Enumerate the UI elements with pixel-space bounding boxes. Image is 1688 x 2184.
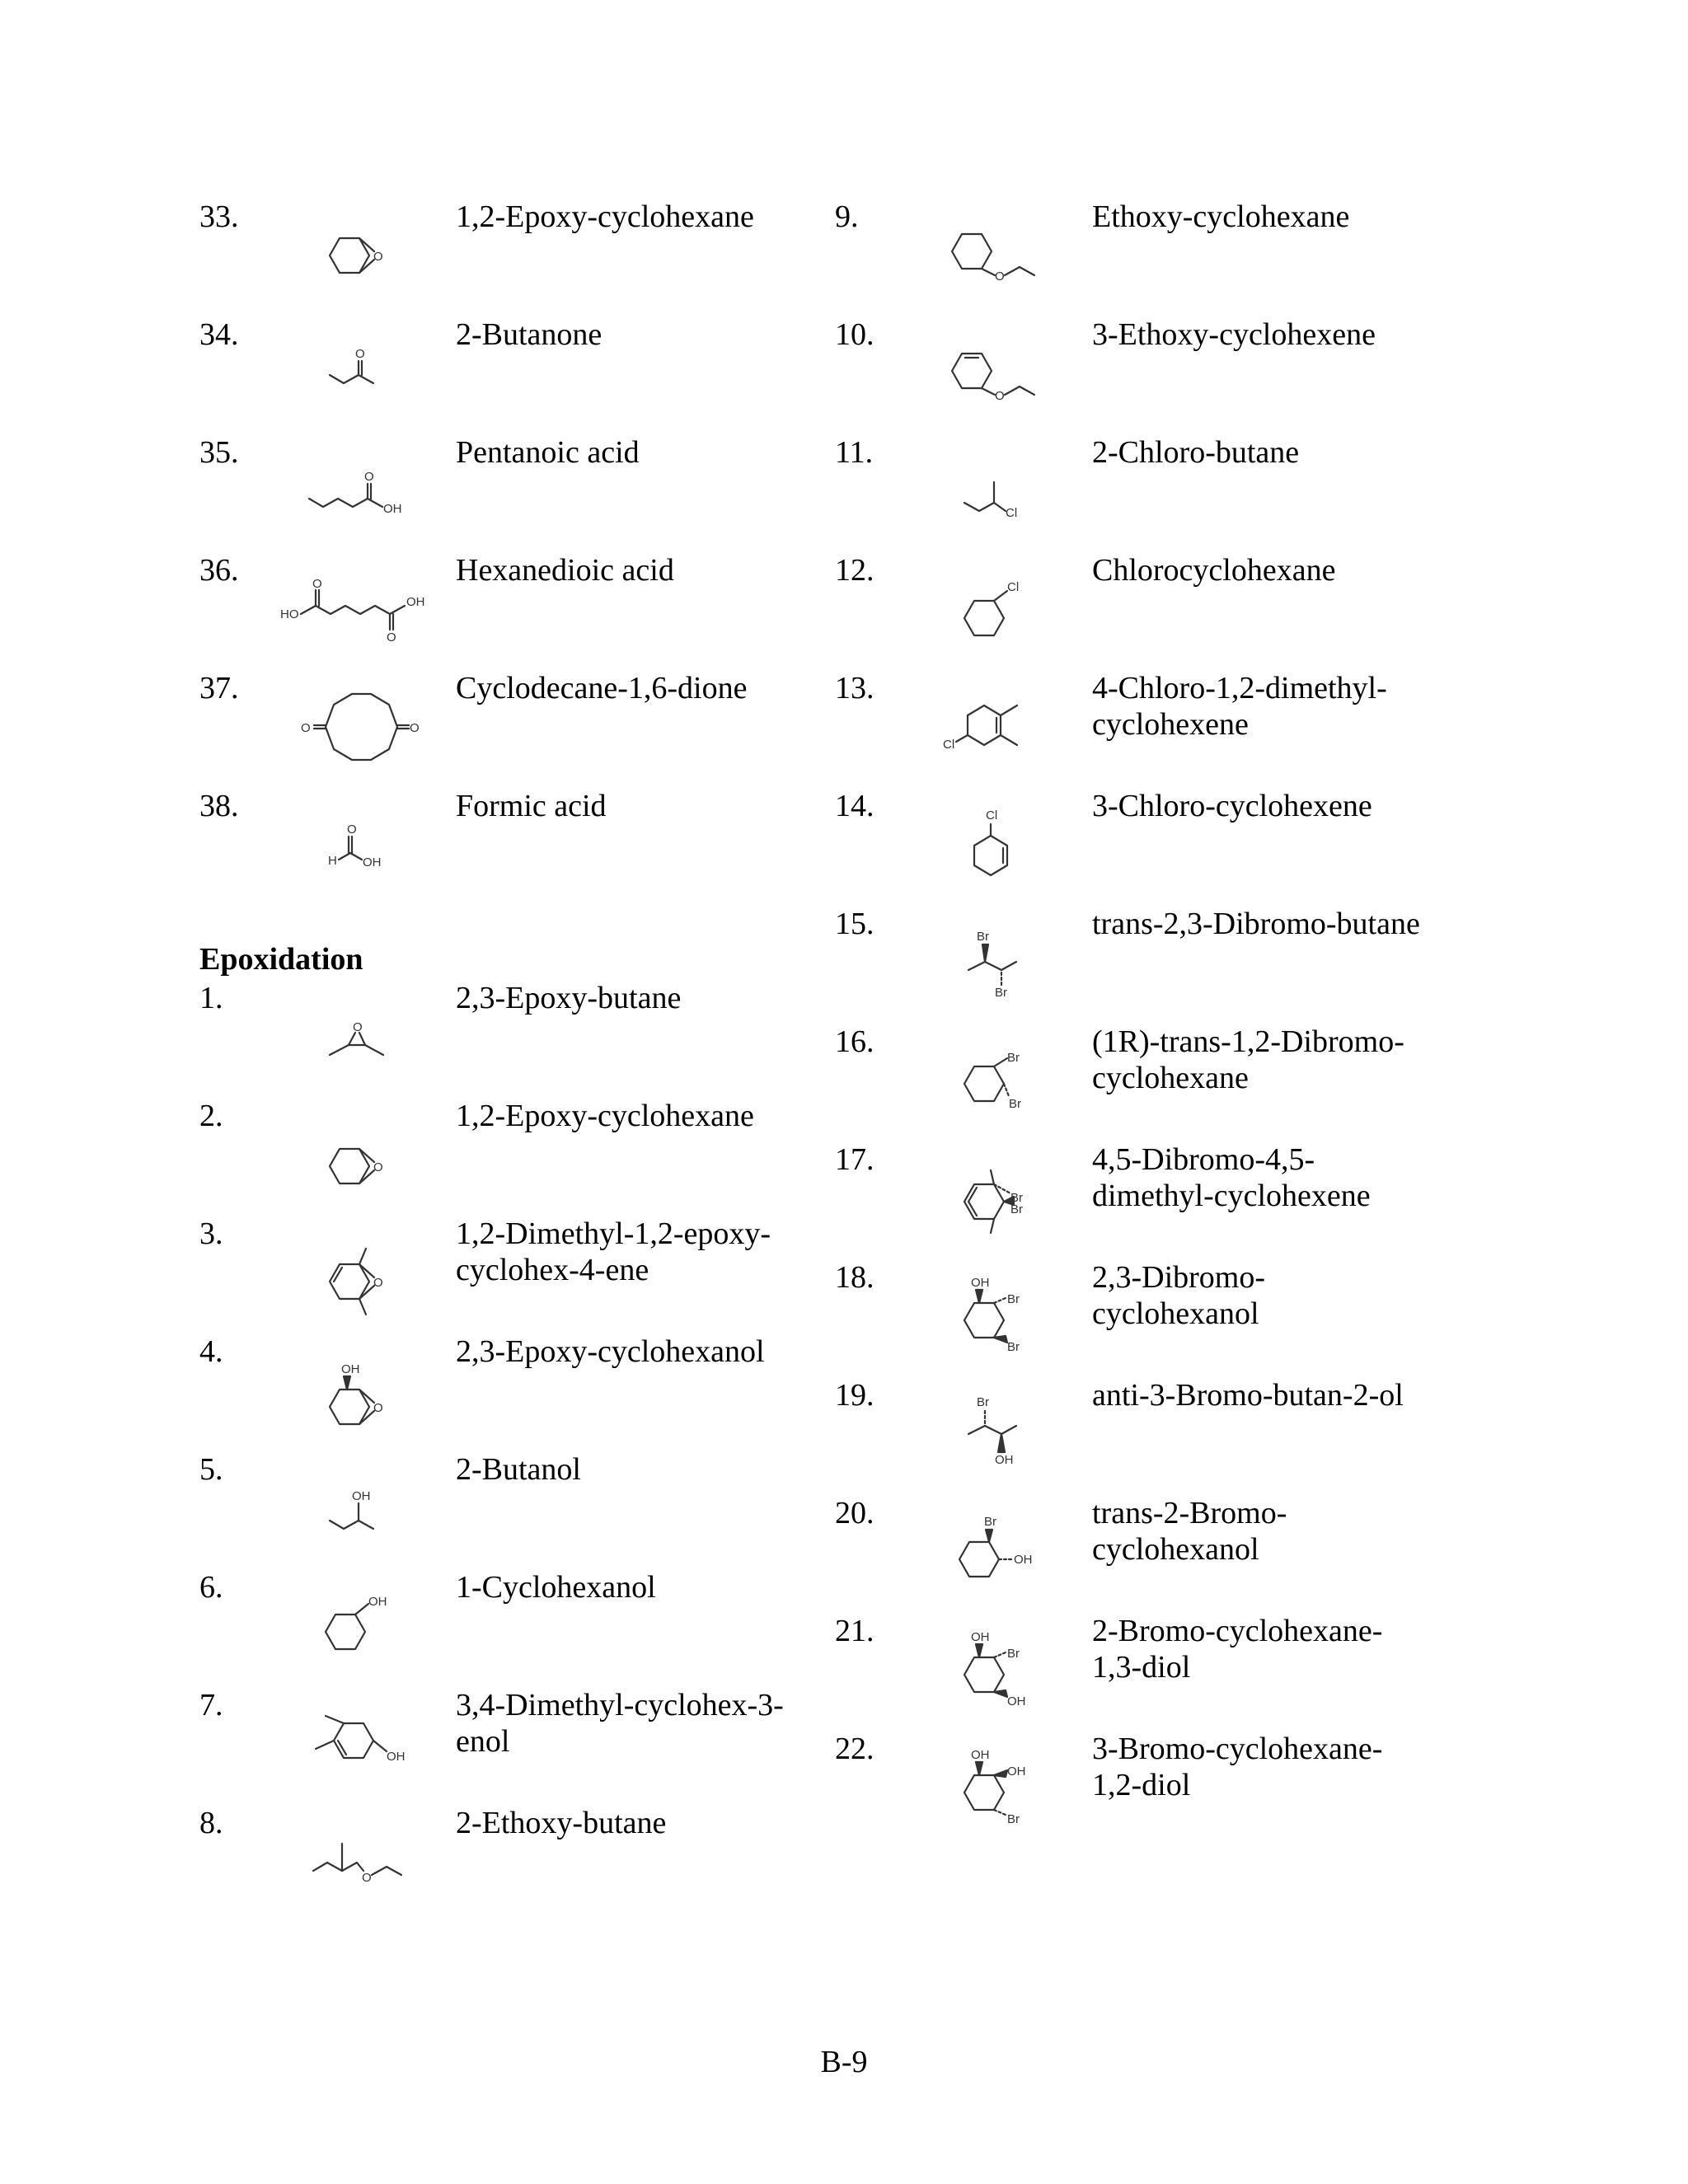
- compound-name: 2-Butanol: [456, 1452, 581, 1487]
- entry-number: 34.: [199, 317, 239, 352]
- compound-name: Cyclodecane-1,6-dione: [456, 671, 748, 705]
- entry-number: 17.: [835, 1142, 874, 1177]
- structure-e4: [321, 1360, 396, 1446]
- entry-number: 33.: [199, 199, 239, 234]
- svg-text:OH: OH: [971, 1748, 990, 1762]
- entry-number: 7.: [199, 1688, 223, 1722]
- compound-name: trans-2-Bromo-: [1092, 1496, 1287, 1530]
- entry-number: 6.: [199, 1570, 223, 1605]
- svg-text:O: O: [373, 1401, 383, 1415]
- svg-text:O: O: [355, 347, 365, 361]
- structure-e8: [309, 1834, 412, 1896]
- compound-name-cont: dimethyl-cyclohexene: [1092, 1179, 1371, 1213]
- structure-9: [944, 223, 1051, 288]
- entry-number: 9.: [835, 199, 859, 234]
- entry-number: 18.: [835, 1260, 874, 1295]
- entry-number: 4.: [199, 1334, 223, 1369]
- structure-22: [956, 1746, 1039, 1836]
- compound-name-cont: cyclohexanol: [1092, 1532, 1259, 1567]
- entry-number: 3.: [199, 1216, 223, 1251]
- svg-text:Br: Br: [984, 1515, 996, 1529]
- svg-text:H: H: [328, 854, 337, 868]
- svg-text:O: O: [312, 577, 322, 591]
- structure-e5: [326, 1483, 392, 1537]
- entry-number: 38.: [199, 789, 239, 823]
- compound-name: Ethoxy-cyclohexane: [1092, 199, 1350, 234]
- svg-text:Br: Br: [1010, 1202, 1023, 1216]
- svg-text:O: O: [995, 389, 1005, 403]
- entry-number: 22.: [835, 1732, 874, 1766]
- compound-name: (1R)-trans-1,2-Dibromo-: [1092, 1024, 1404, 1059]
- entry-number: 5.: [199, 1452, 223, 1487]
- structure-20: [948, 1512, 1047, 1595]
- svg-text:OH: OH: [383, 502, 402, 516]
- svg-text:Br: Br: [1007, 1340, 1020, 1354]
- structure-19: [960, 1393, 1034, 1475]
- svg-text:OH: OH: [971, 1276, 990, 1290]
- entry-number: 14.: [835, 789, 874, 823]
- entry-number: 13.: [835, 671, 874, 705]
- compound-name: Hexanedioic acid: [456, 553, 674, 588]
- compound-name: Pentanoic acid: [456, 435, 640, 470]
- entry-number: 10.: [835, 317, 874, 352]
- entry-number: 2.: [199, 1099, 223, 1133]
- svg-text:O: O: [373, 1276, 383, 1290]
- svg-text:OH: OH: [341, 1362, 360, 1376]
- structure-e2: [321, 1137, 396, 1195]
- svg-text:Br: Br: [977, 930, 989, 944]
- compound-name: 3-Chloro-cyclohexene: [1092, 789, 1372, 823]
- svg-text:O: O: [995, 269, 1005, 284]
- structure-10: [944, 342, 1051, 408]
- svg-text:OH: OH: [368, 1595, 387, 1609]
- compound-name: Formic acid: [456, 789, 607, 823]
- structure-12: [956, 573, 1039, 643]
- svg-text:Br: Br: [1007, 1292, 1020, 1306]
- compound-name: 4-Chloro-1,2-dimethyl-: [1092, 671, 1387, 705]
- page-number: B-9: [820, 2045, 868, 2079]
- structure-15: [960, 927, 1034, 1001]
- svg-text:Cl: Cl: [1007, 580, 1020, 594]
- compound-name: 4,5-Dibromo-4,5-: [1092, 1142, 1315, 1177]
- entry-number: 12.: [835, 553, 874, 588]
- compound-name-cont: enol: [456, 1724, 510, 1759]
- section-heading: Epoxidation: [199, 942, 363, 977]
- svg-text:O: O: [364, 470, 374, 484]
- structure-e1: [326, 1018, 392, 1067]
- svg-text:Cl: Cl: [943, 738, 955, 752]
- compound-name: 1,2-Epoxy-cyclohexane: [456, 199, 754, 234]
- compound-name: 2,3-Epoxy-butane: [456, 981, 682, 1015]
- svg-text:OH: OH: [352, 1489, 371, 1503]
- entry-number: 37.: [199, 671, 239, 705]
- compound-name: 2,3-Dibromo-: [1092, 1260, 1266, 1295]
- entry-number: 35.: [199, 435, 239, 470]
- compound-name-cont: cyclohexane: [1092, 1061, 1249, 1095]
- entry-number: 16.: [835, 1024, 874, 1059]
- entry-number: 1.: [199, 981, 223, 1015]
- svg-text:Br: Br: [1007, 1812, 1020, 1826]
- structure-18: [956, 1273, 1039, 1360]
- compound-name-cont: 1,2-diol: [1092, 1768, 1191, 1802]
- svg-text:O: O: [301, 721, 311, 735]
- svg-text:Br: Br: [995, 986, 1007, 1000]
- compound-name: 2-Ethoxy-butane: [456, 1806, 667, 1840]
- structure-35: [305, 466, 412, 519]
- svg-text:Br: Br: [1007, 1051, 1020, 1065]
- svg-text:Br: Br: [1009, 1097, 1021, 1111]
- entry-number: 19.: [835, 1378, 874, 1413]
- structure-e3: [321, 1240, 396, 1319]
- svg-text:OH: OH: [363, 855, 382, 869]
- compound-name: 1,2-Dimethyl-1,2-epoxy-: [456, 1216, 771, 1251]
- structure-21: [956, 1628, 1039, 1718]
- svg-text:Cl: Cl: [986, 808, 998, 823]
- structure-14: [964, 808, 1030, 890]
- compound-name: 3-Ethoxy-cyclohexene: [1092, 317, 1376, 352]
- svg-text:Br: Br: [977, 1395, 989, 1409]
- svg-text:Br: Br: [1007, 1647, 1020, 1661]
- svg-text:OH: OH: [406, 595, 425, 609]
- compound-name: 2-Bromo-cyclohexane-: [1092, 1614, 1383, 1648]
- compound-name: 1,2-Epoxy-cyclohexane: [456, 1099, 754, 1133]
- structure-33: [321, 227, 396, 284]
- compound-name-cont: cyclohex-4-ene: [456, 1253, 649, 1287]
- entry-number: 8.: [199, 1806, 223, 1840]
- svg-text:O: O: [362, 1871, 372, 1885]
- entry-number: 21.: [835, 1614, 874, 1648]
- structure-36: [276, 577, 441, 647]
- structure-13: [940, 684, 1047, 754]
- svg-text:O: O: [373, 250, 383, 264]
- compound-name: 2,3-Epoxy-cyclohexanol: [456, 1334, 765, 1369]
- svg-text:OH: OH: [1007, 1694, 1026, 1708]
- entry-number: 36.: [199, 553, 239, 588]
- structure-11: [956, 466, 1039, 519]
- compound-name: 2-Butanone: [456, 317, 603, 352]
- compound-name: trans-2,3-Dibromo-butane: [1092, 907, 1420, 941]
- svg-text:OH: OH: [995, 1453, 1014, 1467]
- svg-text:OH: OH: [971, 1630, 990, 1644]
- svg-text:HO: HO: [280, 607, 299, 621]
- entry-number: 11.: [835, 435, 874, 470]
- svg-text:OH: OH: [1014, 1553, 1033, 1567]
- structure-e6: [317, 1591, 400, 1657]
- svg-text:O: O: [387, 630, 396, 644]
- compound-name: anti-3-Bromo-butan-2-ol: [1092, 1378, 1404, 1413]
- structure-17: [956, 1162, 1039, 1240]
- structure-37: [293, 684, 424, 771]
- compound-name: Chlorocyclohexane: [1092, 553, 1336, 588]
- svg-text:O: O: [347, 823, 357, 837]
- compound-name: 3,4-Dimethyl-cyclohex-3-: [456, 1688, 784, 1722]
- svg-text:O: O: [410, 721, 420, 735]
- svg-text:OH: OH: [387, 1750, 406, 1764]
- compound-name: 3-Bromo-cyclohexane-: [1092, 1732, 1383, 1766]
- svg-text:O: O: [353, 1020, 363, 1034]
- entry-number: 20.: [835, 1496, 874, 1530]
- compound-name: 1-Cyclohexanol: [456, 1570, 656, 1605]
- entry-number: 15.: [835, 907, 874, 941]
- structure-34: [326, 346, 392, 396]
- svg-text:Cl: Cl: [1006, 506, 1018, 520]
- structure-16: [956, 1047, 1039, 1121]
- compound-name: 2-Chloro-butane: [1092, 435, 1300, 470]
- svg-text:OH: OH: [1007, 1765, 1026, 1779]
- svg-text:Br: Br: [1010, 1191, 1023, 1205]
- compound-name-cont: cyclohexanol: [1092, 1296, 1259, 1331]
- svg-text:O: O: [373, 1160, 383, 1174]
- structure-38: [326, 820, 392, 874]
- structure-e7: [309, 1706, 408, 1776]
- compound-name-cont: cyclohexene: [1092, 707, 1249, 742]
- compound-name-cont: 1,3-diol: [1092, 1650, 1191, 1685]
